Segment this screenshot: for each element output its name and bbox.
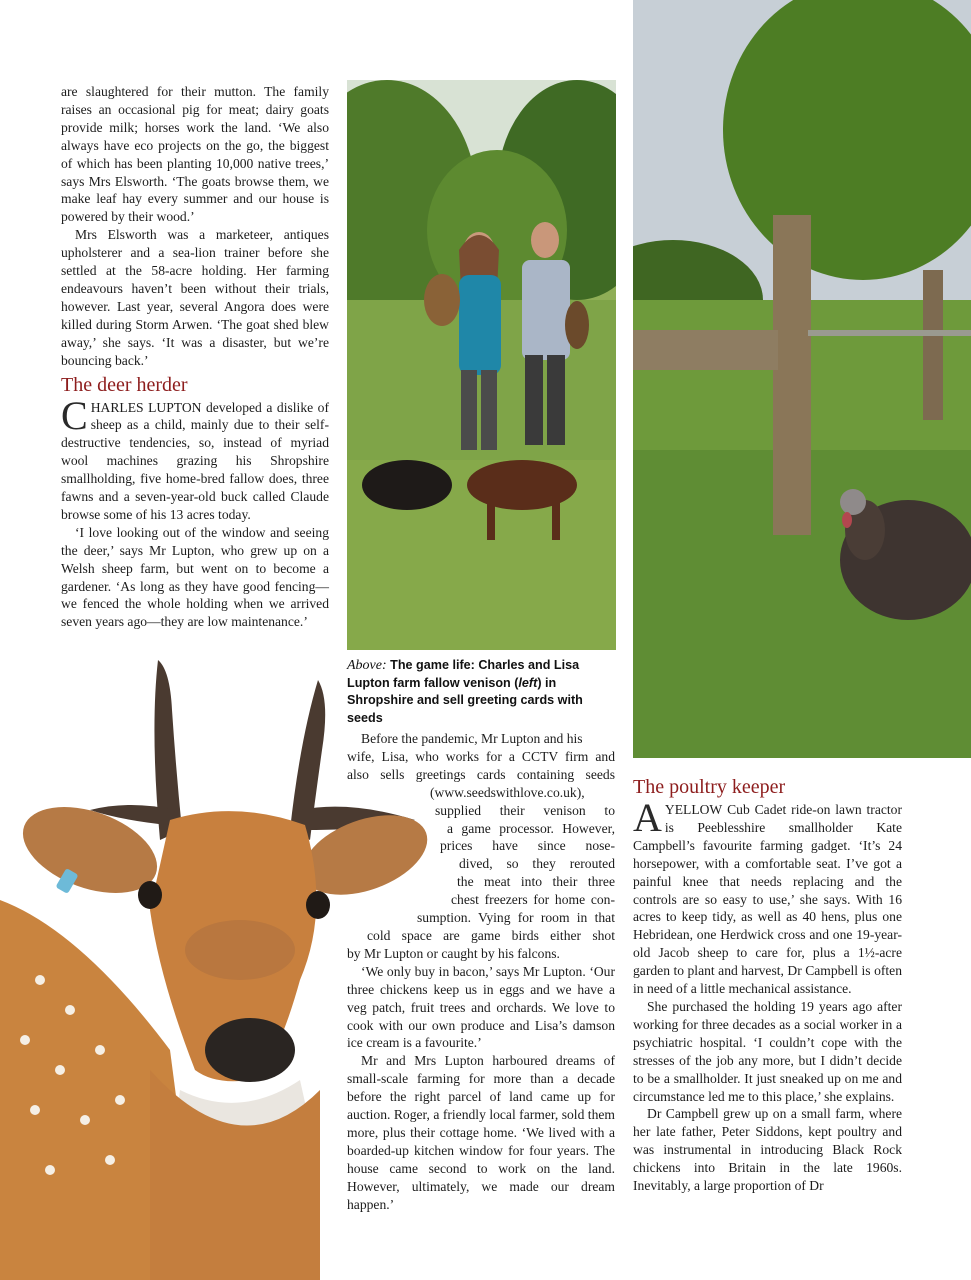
col2-paragraph-2: ‘We only buy in bacon,’ says Mr Lupton. ‘Our three chickens keep us in eggs and we have a veg patch, fruit trees and orchards. We love to cook with our own produce and Lisa’s damson ice cream is a favourite.’ [347, 963, 615, 1051]
couple-photo [347, 80, 616, 650]
caption-label: Above: [347, 658, 387, 673]
col1-paragraph-3-text: developed a dislike of sheep as a child, mainly due to their self-destructive tendencies, so, instead of myriad wool machines grazing his Shropshire smallholding, five home-bred fallow does, three fawns and a seven-year-old buck called Claude browse some of his 13 acres today. [61, 399, 330, 522]
poultry-keeper-heading: The poultry keeper [633, 776, 786, 798]
col2-line: wife, Lisa, who works for a CCTV firm and [347, 748, 615, 764]
couple-photo-art [347, 80, 616, 650]
column-3 [633, 776, 902, 1195]
col2-line: sumption. Vying for room in that [417, 910, 615, 926]
col3-paragraph-1 [633, 795, 902, 998]
fallow-deer-image [0, 650, 430, 1280]
column-1 [61, 83, 329, 631]
col1-paragraph-2: Mrs Elsworth was a marketeer, antiques upholsterer and a sea-lion trainer before she settled at the 58-acre holding. Her farming endeavours haven’t been without their trials, however. Last year, several Angora does were killed during Storm Arwen. ‘The goat shed blew away,’ she says. ‘It was a disaster, but we’re bouncing back.’ [61, 227, 329, 368]
col2-line: (www.seedswithlove.co.uk), [430, 784, 585, 800]
caption-text-b: ) in Shropshire and sell greeting cards with seeds [347, 675, 583, 725]
col2-line: cold space are game birds either shot [367, 927, 615, 943]
col2-line: the meat into their three [457, 874, 615, 890]
col3-paragraph-2: She purchased the holding 19 years ago after working for three decades as a social worker in a psychiatric hospital. ‘I couldn’t cope with the stresses of the job any more, but I didn’t decide to be a smallholder. It just sneaked up on me and circumstance led me to this place,’ she explains. [633, 998, 902, 1104]
col2-line: by Mr Lupton or caught by his falcons. [347, 945, 560, 961]
col2-line: prices have since nose- [440, 838, 615, 854]
caption-italic: left [518, 675, 538, 690]
col1-paragraph-3 [61, 392, 330, 524]
deer-herder-heading: The deer herder [61, 373, 188, 396]
col2-line: supplied their venison to [435, 802, 615, 818]
drop-cap-a: A [633, 795, 662, 840]
col3-paragraph-1-text: Cub Cadet ride-on lawn tractor is Peeblesshire smallholder Kate Campbell’s favourite farming gadget. ‘It’s 24 horsepower, with a comfortable seat. I’ve got a painful knee that needs replacing and the controls are so easy to use,’ she says. With 16 acres to keep tidy, as well as 40 hens, plus one Hebridean, one Herdwick cross and one 19-year-old Jacob sheep to care for, plus a 1½-acre garden to plant and harvest, Dr Campbell is often in need of a little mechanical assistance. [633, 802, 902, 997]
col3-paragraph-3: Dr Campbell grew up on a small farm, where her late father, Peter Siddons, kept poultry and was instrumental in introducing Black Rock chickens into Britain in the late 1960s. Inevitably, a large proportion of Dr [633, 1106, 902, 1194]
caption-text-a: The game life: Charles and Lisa Lupton farm fallow venison ( [347, 658, 580, 690]
col1-paragraph-4: ‘I love looking out of the window and seeing the deer,’ says Mr Lupton, who grew up on a Welsh sheep farm, but went on to become a gardener. ‘As long as they have good fencing—we fenced the whole holding when we arrived seven years ago—they are low maintenance.’ [61, 524, 329, 630]
col2-line: chest freezers for home con- [451, 892, 615, 908]
col2-line: also sells greetings cards containing seeds [347, 766, 615, 782]
col1-paragraph-1: are slaughtered for their mutton. The family raises an occasional pig for meat; dairy goats provide milk; horses work the land. ‘We also always have eco projects on the go, the biggest of which has been planting 10,000 native trees,’ says Mrs Elsworth. ‘The goats browse them, we make leaf hay every summer and our house is powered by their wood.’ [61, 84, 329, 225]
col2-line: a game processor. However, [447, 820, 615, 836]
turkey-photo-art [633, 0, 971, 758]
drop-cap-c: C [61, 392, 88, 438]
small-caps-word: YELLOW [664, 802, 723, 817]
col2-paragraph-3: Mr and Mrs Lupton harboured dreams of small-scale farming for more than a decade before the right parcel of land came up for auction. Roger, a friendly local farmer, sold them more, plus their cottage home. ‘We lived with a boarded-up kitchen window for four years. The house came second to work on the land. However, ultimately, we made our dream happen.’ [347, 1053, 615, 1212]
col2-line: dived, so they rerouted [459, 856, 615, 872]
small-caps-name: HARLES LUPTON [90, 399, 202, 415]
turkey-photo [633, 0, 971, 758]
col2-line: Before the pandemic, Mr Lupton and his [361, 731, 583, 746]
